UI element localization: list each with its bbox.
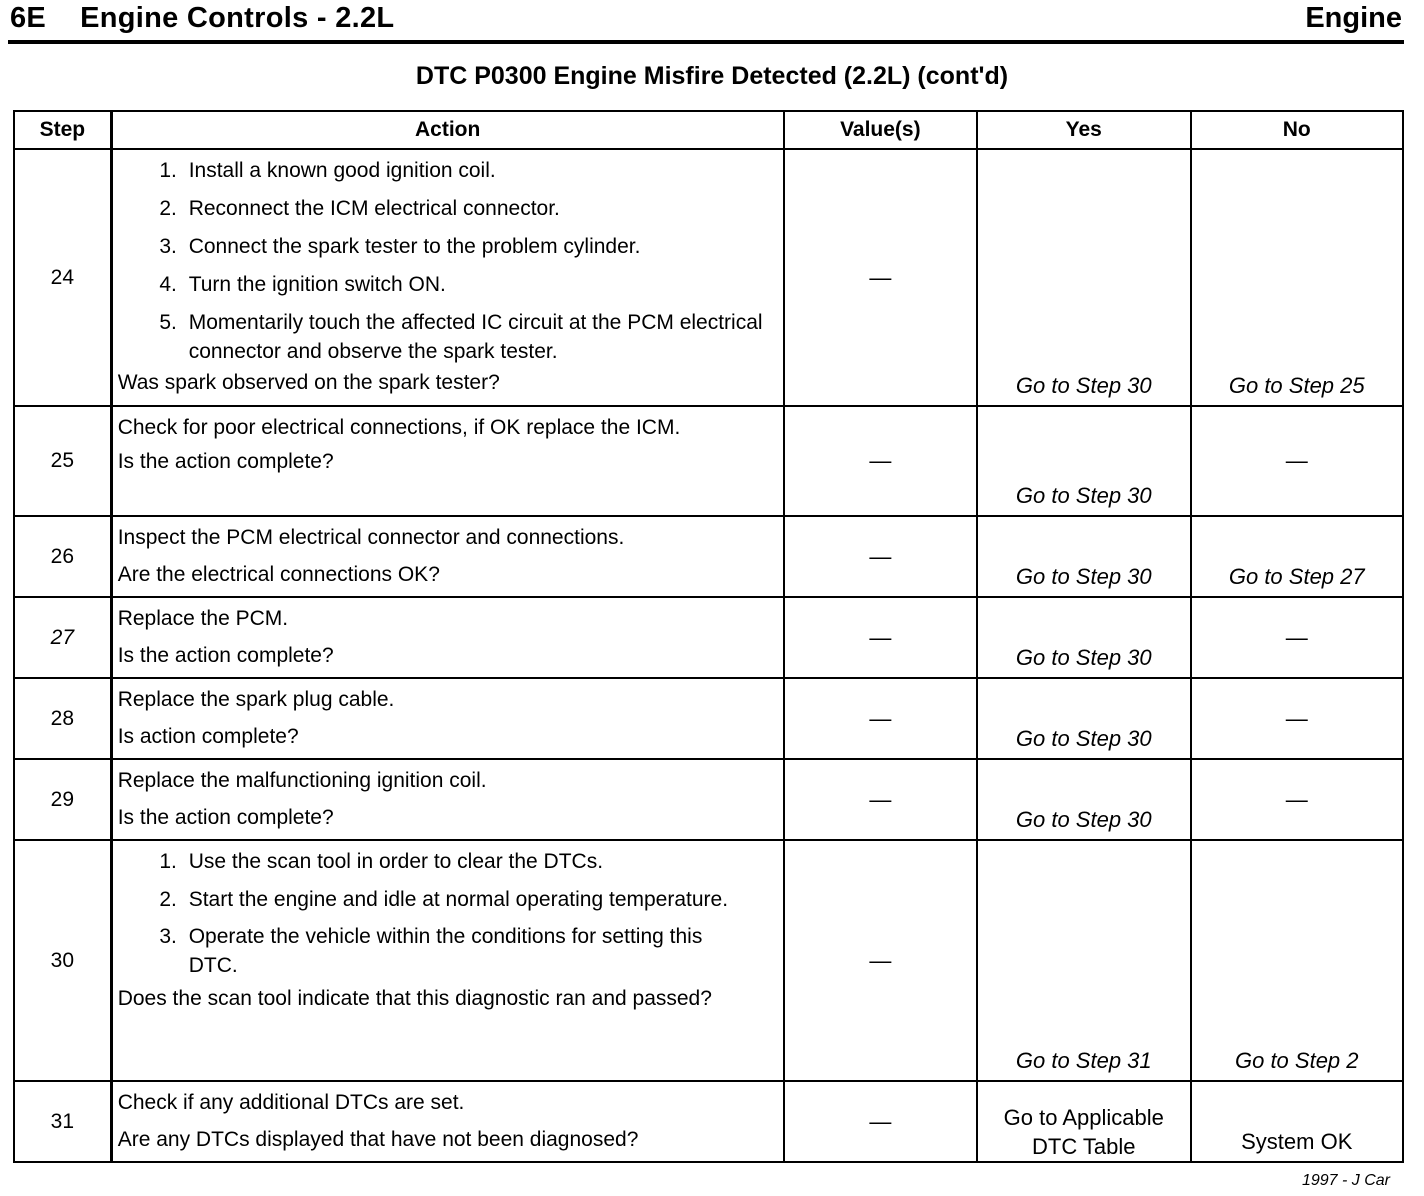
table-row [14, 840, 1403, 1081]
table-row [14, 759, 1403, 840]
step-number: 27 [14, 597, 111, 678]
table-row [14, 406, 1403, 516]
column-header-values: Value(s) [784, 111, 977, 149]
action-cell [111, 597, 783, 678]
yes-cell: Go to Step 30 [977, 149, 1190, 406]
section-title: Engine Controls - 2.2L [80, 2, 395, 34]
action-step: 1. Use the scan tool in order to clear the DTCs. [183, 847, 753, 877]
no-cell: Go to Step 27 [1191, 516, 1404, 597]
value-cell: — [784, 678, 977, 759]
action-question: Is the action complete? [117, 644, 334, 667]
table-header-row [14, 111, 1403, 149]
table-row [14, 678, 1403, 759]
section-heading [10, 2, 394, 35]
action-question: Is action complete? [117, 725, 299, 748]
action-text: Check if any additional DTCs are set. [117, 1091, 465, 1114]
yes-cell: Go to Step 30 [977, 678, 1190, 759]
yes-cell: Go to Step 30 [977, 406, 1190, 516]
action-cell [111, 406, 783, 516]
yes-cell: Go to Step 30 [977, 516, 1190, 597]
value-cell: — [784, 759, 977, 840]
yes-cell: Go to Step 30 [977, 597, 1190, 678]
step-number: 30 [14, 840, 111, 1081]
action-question: Are any DTCs displayed that have not been diagnosed? [117, 1128, 639, 1151]
action-cell [111, 516, 783, 597]
step-number: 25 [14, 406, 111, 516]
value-cell: — [784, 516, 977, 597]
action-text: Replace the spark plug cable. [117, 688, 395, 711]
no-cell: — [1191, 759, 1404, 840]
action-question: Does the scan tool indicate that this diagnostic ran and passed? [117, 987, 712, 1010]
action-step: 5. Momentarily touch the affected IC circuit at the PCM electrical connector and observe the spark tester. [183, 308, 773, 366]
no-cell: — [1191, 406, 1404, 516]
yes-cell: Go to Applicable DTC Table [977, 1081, 1190, 1162]
action-step: 2. Start the engine and idle at normal operating temperature. [183, 885, 753, 914]
action-step: 1. Install a known good ignition coil. [183, 156, 773, 186]
table-row [14, 516, 1403, 597]
action-text: Replace the PCM. [117, 607, 289, 630]
value-cell: — [784, 149, 977, 406]
no-cell: — [1191, 678, 1404, 759]
action-question: Is the action complete? [117, 806, 334, 829]
action-text: Replace the malfunctioning ignition coil. [117, 769, 487, 792]
value-cell: — [784, 1081, 977, 1162]
step-number: 29 [14, 759, 111, 840]
action-cell [111, 1081, 783, 1162]
table-row [14, 597, 1403, 678]
header-rule [8, 40, 1404, 44]
action-cell [111, 759, 783, 840]
diagnostic-table [13, 110, 1404, 1163]
page-header [8, 0, 1404, 42]
column-header-yes: Yes [977, 111, 1190, 149]
step-number: 24 [14, 149, 111, 406]
step-number: 31 [14, 1081, 111, 1162]
action-cell [111, 840, 783, 1081]
column-header-no: No [1191, 111, 1404, 149]
action-question: Is the action complete? [117, 450, 334, 473]
step-number: 28 [14, 678, 111, 759]
no-cell: — [1191, 597, 1404, 678]
action-cell [111, 149, 783, 406]
step-number: 26 [14, 516, 111, 597]
action-steps [118, 156, 773, 366]
yes-cell: Go to Step 30 [977, 759, 1190, 840]
action-step: 4. Turn the ignition switch ON. [183, 270, 773, 300]
table-row [14, 1081, 1403, 1162]
no-cell: Go to Step 25 [1191, 149, 1404, 406]
page-footer: 1997 - J Car [1301, 1172, 1390, 1189]
action-text: Inspect the PCM electrical connector and connections. [117, 526, 625, 549]
value-cell: — [784, 597, 977, 678]
section-category: Engine [1305, 2, 1402, 34]
value-cell: — [784, 406, 977, 516]
action-text: Check for poor electrical connections, if OK replace the ICM. [117, 416, 681, 439]
action-step: 3. Connect the spark tester to the problem cylinder. [183, 232, 773, 262]
section-number: 6E [10, 2, 47, 34]
action-step: 3. Operate the vehicle within the conditions for setting this DTC. [183, 922, 753, 980]
column-header-step: Step [14, 111, 111, 149]
page-title: DTC P0300 Engine Misfire Detected (2.2L) (cont'd) [415, 62, 1009, 90]
action-steps [118, 847, 773, 980]
column-header-action: Action [111, 111, 783, 149]
yes-cell: Go to Step 31 [977, 840, 1190, 1081]
action-question: Are the electrical connections OK? [117, 563, 440, 586]
action-step: 2. Reconnect the ICM electrical connector. [183, 194, 773, 224]
no-cell: Go to Step 2 [1191, 840, 1404, 1081]
no-cell: System OK [1191, 1081, 1404, 1162]
value-cell: — [784, 840, 977, 1081]
table-row [14, 149, 1403, 406]
action-question: Was spark observed on the spark tester? [117, 371, 500, 394]
action-cell [111, 678, 783, 759]
